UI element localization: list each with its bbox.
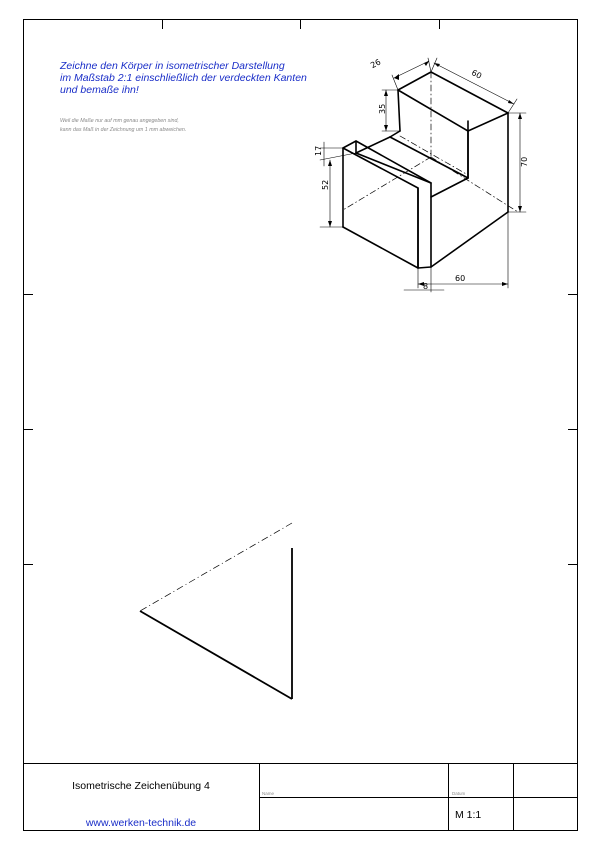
visible-edges (343, 72, 508, 268)
dimension-label: 35 (378, 103, 387, 114)
website-link[interactable]: www.werken-technik.de (85, 817, 197, 829)
dimension-label: 26 (369, 57, 383, 71)
title-block (23, 763, 578, 831)
task-line-3: und bemaße ihn! (60, 84, 139, 96)
dimension-label: 52 (321, 179, 330, 190)
extra-field (513, 797, 578, 831)
blank-field (259, 797, 449, 831)
scale-value: M 1:1 (455, 809, 482, 821)
name-field[interactable] (259, 763, 449, 798)
task-line-1: Zeichne den Körper in isometrischer Darstellung (60, 60, 285, 72)
dimension-label: 70 (520, 156, 529, 167)
task-line-2: im Maßstab 2:1 einschließlich der verdeckten Kanten (60, 72, 307, 84)
dimension-arrows (328, 61, 522, 286)
isometric-axes-start (140, 523, 292, 699)
dimension-label: 17 (314, 145, 323, 156)
isometric-body-drawing (320, 58, 526, 292)
dimension-label: 60 (469, 68, 484, 81)
date-label: Datum (452, 791, 466, 796)
dimension-label: 60 (455, 274, 466, 283)
dimension-labels (314, 57, 529, 291)
note-line-2: kann das Maß in der Zeichnung um 1 mm abweichen. (60, 127, 187, 133)
note-line-1: Weil die Maße nur auf mm genau angegeben sind, (60, 118, 179, 124)
exercise-title: Isometrische Zeichenübung 4 (72, 780, 210, 792)
extra-field (513, 763, 578, 798)
dimension-label: 8 (423, 282, 429, 291)
name-label: Name (262, 791, 275, 796)
dimension-lines (320, 58, 526, 292)
